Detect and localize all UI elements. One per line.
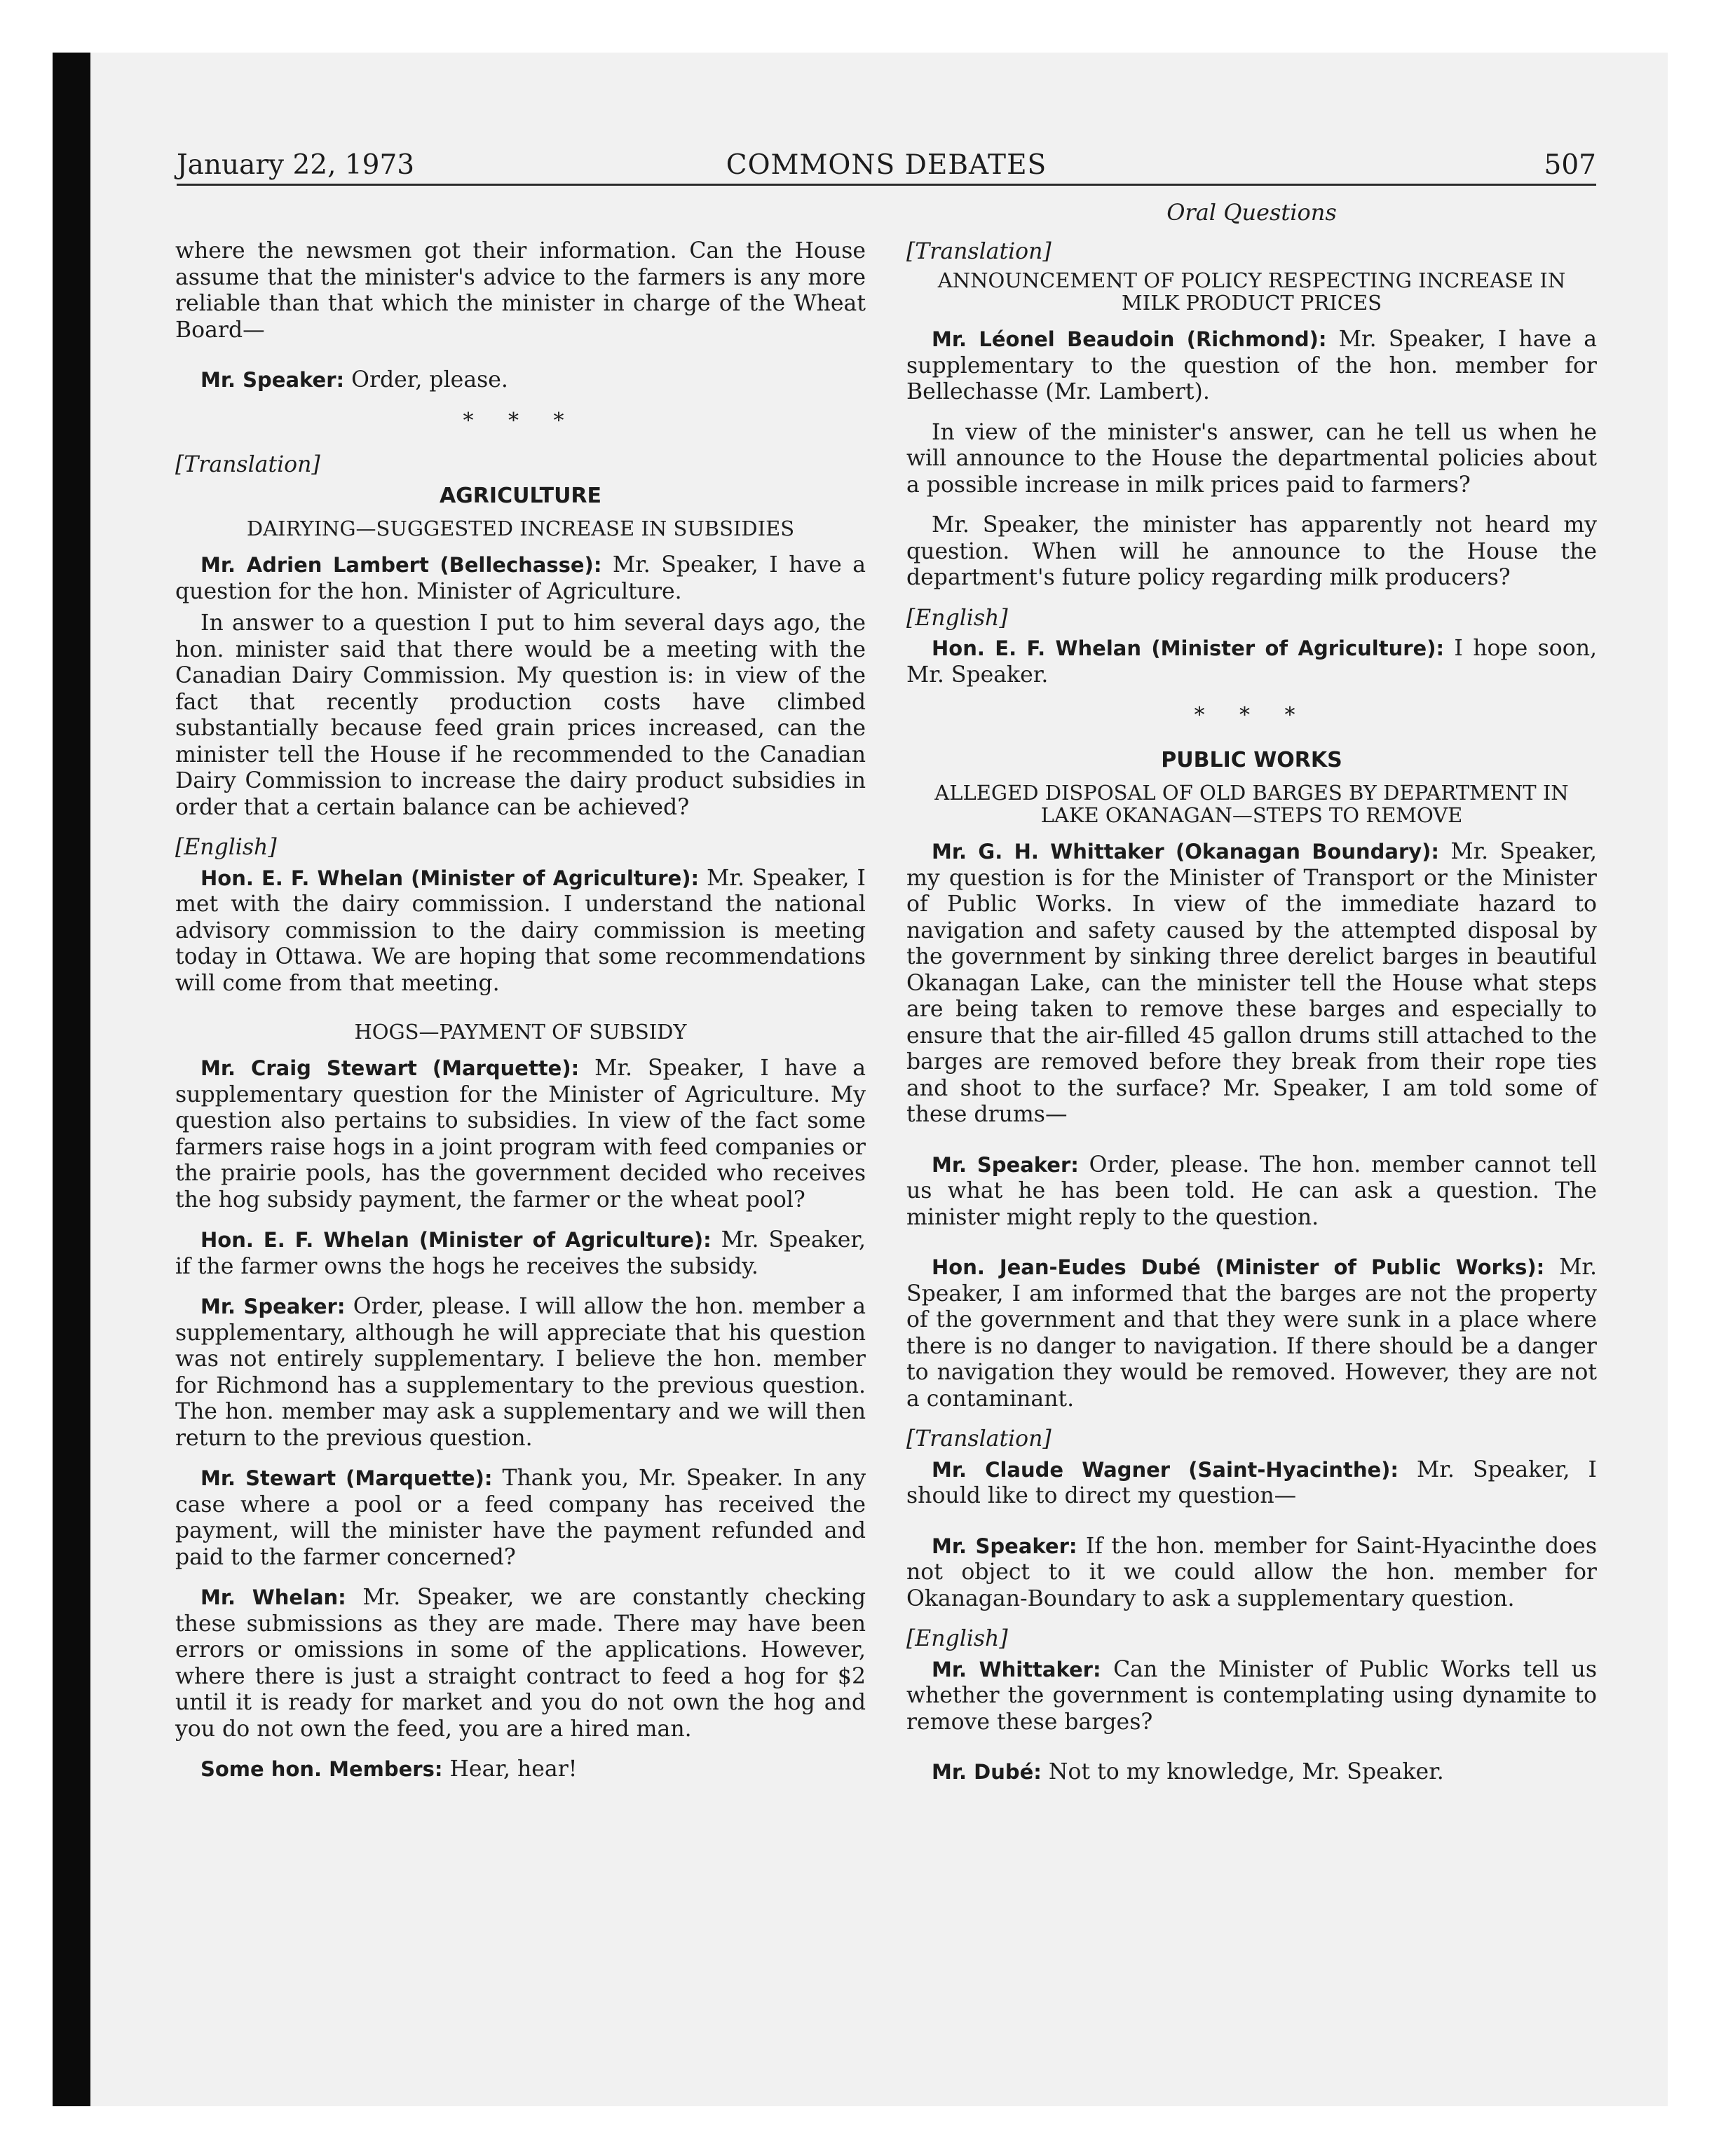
speaker-name: Hon. E. F. Whelan (Minister of Agriculture): [200, 1228, 712, 1252]
paragraph [906, 839, 1597, 1128]
page-header [177, 144, 1596, 186]
speech-text: Mr. Speaker, if the farmer owns the hogs he receives the subsidy. [175, 1227, 866, 1279]
speaker-name: Mr. Speaker: [200, 1295, 346, 1318]
language-note: [Translation] [175, 452, 320, 477]
paragraph [906, 1657, 1597, 1736]
speaker-name: Mr. Craig Stewart (Marquette): [200, 1056, 580, 1080]
speech-text: Not to my knowledge, Mr. Speaker. [1041, 1759, 1444, 1785]
section-divider: * * * [1194, 703, 1309, 728]
speaker-name: Mr. Claude Wagner (Saint-Hyacinthe): [932, 1457, 1399, 1482]
paragraph [906, 327, 1597, 406]
speech-text: Order, please. I will allow the hon. member a supplementary, although he will appreciate that his question was not entirely supplementary. I believe the hon. member for Richmond has a supplementary to the previous question. The hon. member may ask a supplementary and we will then return to the previous question. [175, 1294, 866, 1451]
speech-text: Mr. Speaker, my question is for the Minister of Transport or the Minister of Public Works. In view of the immediate hazard to navigation and safety caused by the attempted disposal by the government by sinking three derelict barges in beautiful Okanagan Lake, can the minister tell the House what steps are being taken to remove these barges and especially to ensure that the air-filled 45 gallon drums still attached to the barges are removed before they break from their rope ties and shoot to the surface? Mr. Speaker, I am told some of these drums— [906, 839, 1597, 1127]
paragraph [906, 636, 1597, 688]
speaker-name: Hon. E. F. Whelan (Minister of Agriculture): [200, 866, 700, 890]
speaker-name: Mr. Speaker: [932, 1152, 1079, 1177]
paragraph: where the newsmen got their information. Can the House assume that the minister's advice to the farmers is any more reliable than that which the minister in charge of the Wheat Board— [175, 238, 866, 343]
speech-text: Can the Minister of Public Works tell us whether the government is contemplating using dynamite to remove these barges? [906, 1656, 1597, 1735]
speech-text: Mr. Speaker, we are constantly checking these submissions as they are made. There may have been errors or omissions in some of the applications. However, where there is just a straight contract to feed a hog for $2 until it is ready for market and you do not own the hog and you do not own the feed, you are a hired man. [175, 1585, 866, 1742]
speaker-name: Mr. Whittaker: [932, 1657, 1101, 1681]
language-note: [English] [906, 605, 1008, 631]
paragraph [906, 1255, 1597, 1412]
speech-text: Mr. Speaker, I am informed that the barges are not the property of the government and that they were sunk in a place where there is no danger to navigation. If there should be a danger to navigation they would be removed. However, they are not a contaminant. [906, 1255, 1597, 1412]
speaker-name: Hon. E. F. Whelan (Minister of Agriculture): [932, 636, 1445, 660]
speaker-name: Some hon. Members: [200, 1757, 443, 1781]
paragraph [175, 552, 866, 605]
speech-text: Mr. Speaker, I should like to direct my question— [906, 1456, 1597, 1508]
right-column [906, 200, 1597, 1800]
section-title: PUBLIC WORKS [1161, 747, 1342, 772]
speech-text: I hope soon, Mr. Speaker. [906, 636, 1597, 688]
paragraph [175, 1466, 866, 1571]
paragraph [906, 1457, 1597, 1510]
speaker-name: Mr. Léonel Beaudoin (Richmond): [932, 327, 1327, 351]
paragraph [175, 367, 866, 394]
header-title: COMMONS DEBATES [726, 149, 1047, 181]
language-note: [Translation] [906, 1426, 1052, 1452]
language-note: [English] [175, 835, 277, 860]
speaker-name: Mr. Dubé: [932, 1760, 1042, 1784]
paragraph: Mr. Speaker, the minister has apparently not heard my question. When will he announce to the House the department's future policy regarding milk producers? [906, 512, 1597, 590]
speech-text: Hear, hear! [442, 1756, 578, 1782]
speech-text: If the hon. member for Saint-Hyacinthe does not object to it we could allow the hon. member for Okanagan-Boundary to ask a supplementary question. [906, 1533, 1597, 1611]
language-note: [Translation] [906, 238, 1052, 264]
paragraph [906, 1759, 1597, 1786]
speech-text: Order, please. The hon. member cannot tell us what he has been told. He can ask a question. The minister might reply to the question. [906, 1152, 1597, 1230]
speaker-name: Mr. Stewart (Marquette): [200, 1466, 493, 1490]
speech-text: Mr. Speaker, I met with the dairy commission. I understand the national advisory commission to the dairy commission is meeting today in Ottawa. We are hoping that some recommendations will come from that meeting. [175, 865, 866, 996]
speech-text: Mr. Speaker, I have a question for the hon. Minister of Agriculture. [175, 552, 866, 604]
paragraph [175, 866, 866, 997]
paragraph: In view of the minister's answer, can he tell us when he will announce to the House the departmental policies about a possible increase in milk prices paid to farmers? [906, 419, 1597, 498]
section-title: AGRICULTURE [439, 483, 602, 508]
paragraph [175, 1756, 866, 1783]
speaker-name: Mr. Speaker: [932, 1534, 1077, 1558]
running-head: Oral Questions [1166, 199, 1337, 226]
paragraph [175, 1056, 866, 1213]
section-divider: * * * [463, 408, 578, 433]
paragraph [906, 1534, 1597, 1613]
speaker-name: Mr. Speaker: [200, 368, 345, 392]
speech-text: Mr. Speaker, I have a supplementary to the question of the hon. member for Bellechasse (Mr. Lambert). [906, 327, 1597, 404]
paragraph [906, 1152, 1597, 1231]
paragraph: In answer to a question I put to him several days ago, the hon. minister said that there would be a meeting with the Canadian Dairy Commission. My question is: in view of the fact that recently production costs have climbed substantially because feed grain prices increased, can the minister tell the House if he recommended to the Canadian Dairy Commission to increase the dairy product subsidies in order that a certain balance can be achieved? [175, 610, 866, 820]
paragraph [175, 1227, 866, 1280]
speaker-name: Mr. Whelan: [200, 1585, 346, 1609]
subheading: ALLEGED DISPOSAL OF OLD BARGES BY DEPARTMENT IN LAKE OKANAGAN—STEPS TO REMOVE [934, 781, 1569, 827]
speech-text: Order, please. [344, 367, 508, 393]
speaker-name: Hon. Jean-Eudes Dubé (Minister of Public Works): [932, 1255, 1545, 1279]
language-note: [English] [906, 1626, 1008, 1651]
paragraph [175, 1294, 866, 1452]
subheading: ANNOUNCEMENT OF POLICY RESPECTING INCREASE IN MILK PRODUCT PRICES [937, 268, 1566, 315]
header-page-number: 507 [1544, 149, 1596, 181]
speech-text: Thank you, Mr. Speaker. In any case where a pool or a feed company has received the payment, will the minister have the payment refunded and paid to the farmer concerned? [175, 1466, 866, 1570]
header-date: January 22, 1973 [177, 149, 415, 181]
speech-text: Mr. Speaker, I have a supplementary question for the Minister of Agriculture. My question also pertains to subsidies. In view of the fact some farmers raise hogs in a joint program with feed companies or the prairie pools, has the government decided who receives the hog subsidy payment, the farmer or the wheat pool? [175, 1056, 866, 1213]
paragraph [175, 1585, 866, 1742]
left-column [175, 238, 866, 1797]
speaker-name: Mr. Adrien Lambert (Bellechasse): [200, 553, 602, 577]
subheading: HOGS—PAYMENT OF SUBSIDY [354, 1020, 687, 1044]
subheading: DAIRYING—SUGGESTED INCREASE IN SUBSIDIES [246, 517, 795, 540]
speaker-name: Mr. G. H. Whittaker (Okanagan Boundary): [932, 840, 1440, 864]
scan-edge [53, 53, 90, 2106]
